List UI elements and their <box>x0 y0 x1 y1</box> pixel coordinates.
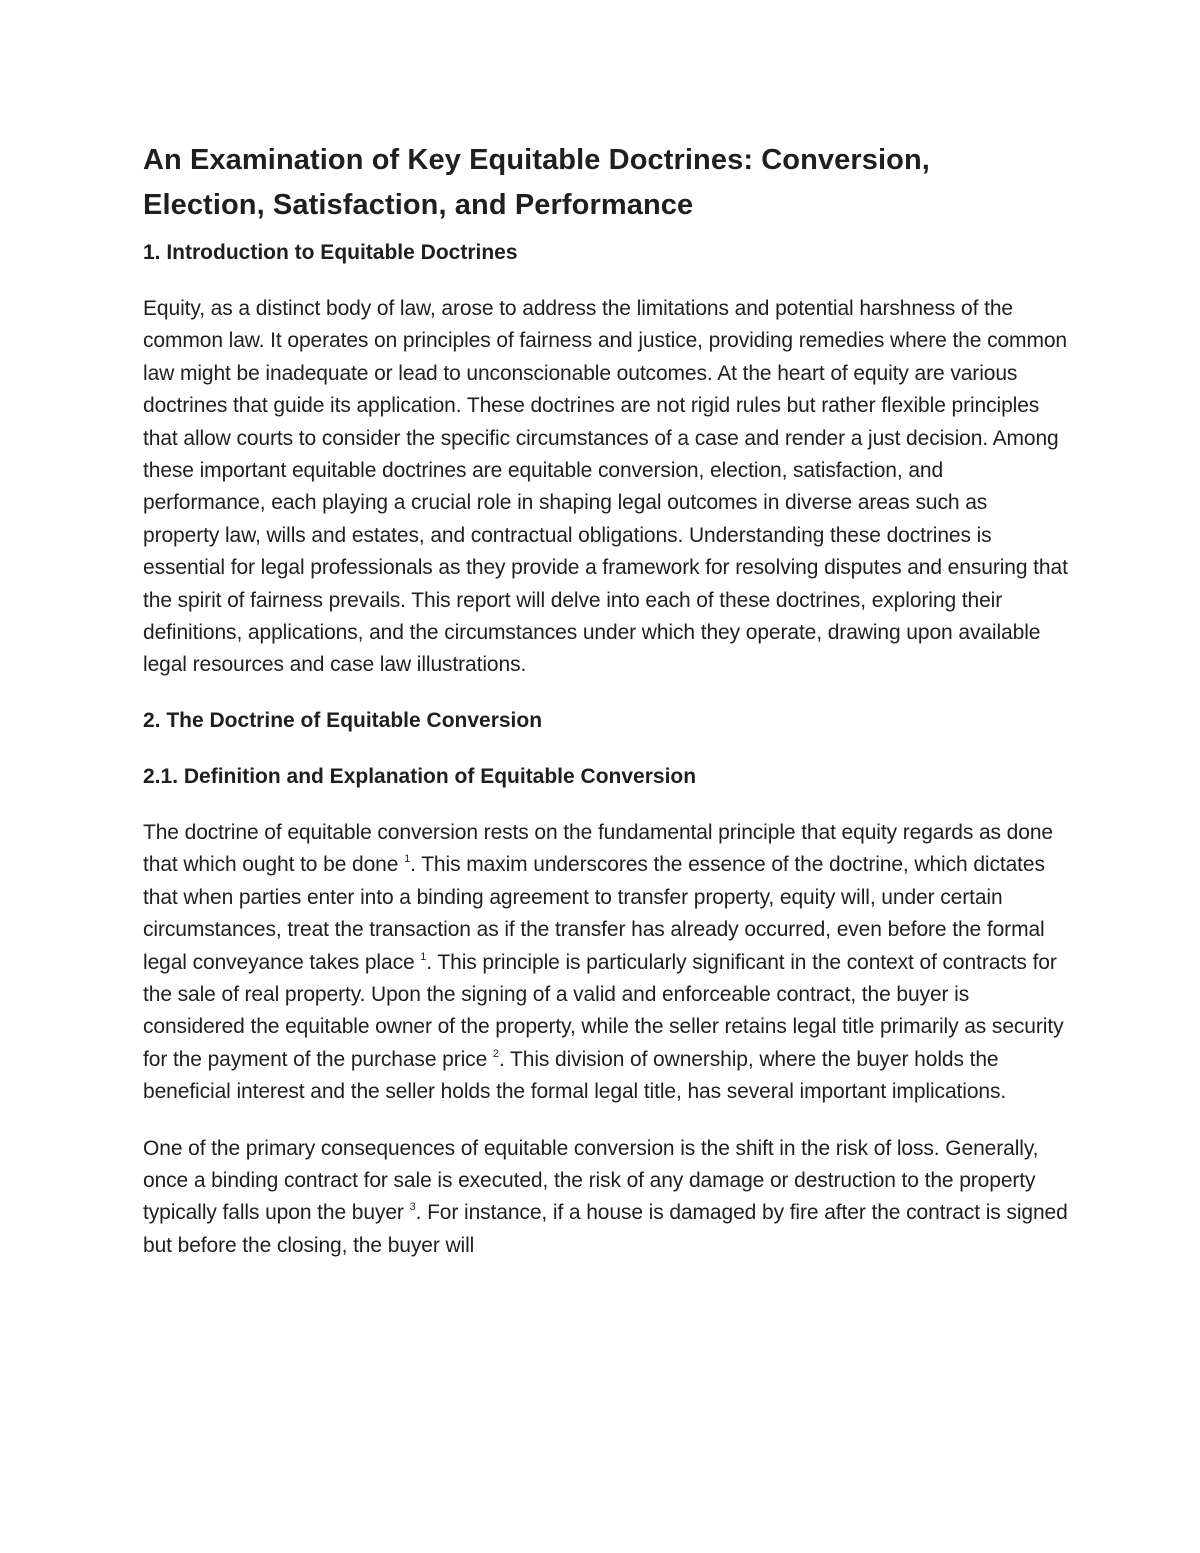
section-2-heading: 2. The Doctrine of Equitable Conversion <box>143 708 543 732</box>
section-2-1-heading: 2.1. Definition and Explanation of Equitable Conversion <box>143 764 697 788</box>
text-run: . This division of ownership, where the buyer holds the beneficial interest and the seller holds the formal legal title, has several important implications. <box>143 1047 1007 1104</box>
document-page <box>143 138 1068 1262</box>
footnote-ref[interactable]: 3 <box>409 1201 416 1214</box>
document-title <box>143 138 1068 228</box>
text-run: The doctrine of equitable conversion rests on the fundamental principle that equity regards as done that which ought to be done <box>143 820 1053 877</box>
title-line-1: An Examination of Key Equitable Doctrines: Conversion, <box>143 144 930 176</box>
footnote-ref[interactable]: 1 <box>420 950 427 963</box>
text-run: . For instance, if a house is damaged by fire after the contract is signed but before the closing, the buyer will <box>143 1201 1068 1257</box>
text-run: One of the primary consequences of equitable conversion is the shift in the risk of loss. Generally, once a binding contract for sale is executed, the risk of any damage or destruction to the property typically falls upon the buyer <box>143 1136 1039 1225</box>
title-line-2: Election, Satisfaction, and Performance <box>143 189 694 221</box>
section-1-heading: 1. Introduction to Equitable Doctrines <box>143 241 518 264</box>
section-2-1-paragraph-2 <box>143 1133 1068 1263</box>
footnote-ref[interactable]: 1 <box>404 853 411 866</box>
text-run: . This maxim underscores the essence of the doctrine, which dictates that when parties enter into a binding agreement to transfer property, equity will, under certain circumstances, treat the transaction as if the transfer has already occurred, even before the formal legal conveyance takes place <box>143 853 1045 974</box>
section-2-1-paragraph-1 <box>143 817 1068 1109</box>
text-run: . This principle is particularly significant in the context of contracts for the sale of real property. Upon the signing of a valid and enforceable contract, the buyer is considered the equitable owner of the property, while the seller retains legal title primarily as security for the payment of the purchase price <box>143 950 1064 1071</box>
footnote-ref[interactable]: 2 <box>492 1047 499 1060</box>
section-1-paragraph: Equity, as a distinct body of law, arose to address the limitations and potential harshness of the common law. It operates on principles of fairness and justice, providing remedies where the common law might be inadequate or lead to unconscionable outcomes. At the heart of equity are various doctrines that guide its application. These doctrines are not rigid rules but rather flexible principles that allow courts to consider the specific circumstances of a case and render a just decision. Among these important equitable doctrines are equitable conversion, election, satisfaction, and performance, each playing a crucial role in shaping legal outcomes in diverse areas such as property law, wills and estates, and contractual obligations. Understanding these doctrines is essential for legal professionals as they provide a framework for resolving disputes and ensuring that the spirit of fairness prevails. This report will delve into each of these doctrines, exploring their definitions, applications, and the circumstances under which they operate, drawing upon available legal resources and case law illustrations. <box>143 297 1068 677</box>
